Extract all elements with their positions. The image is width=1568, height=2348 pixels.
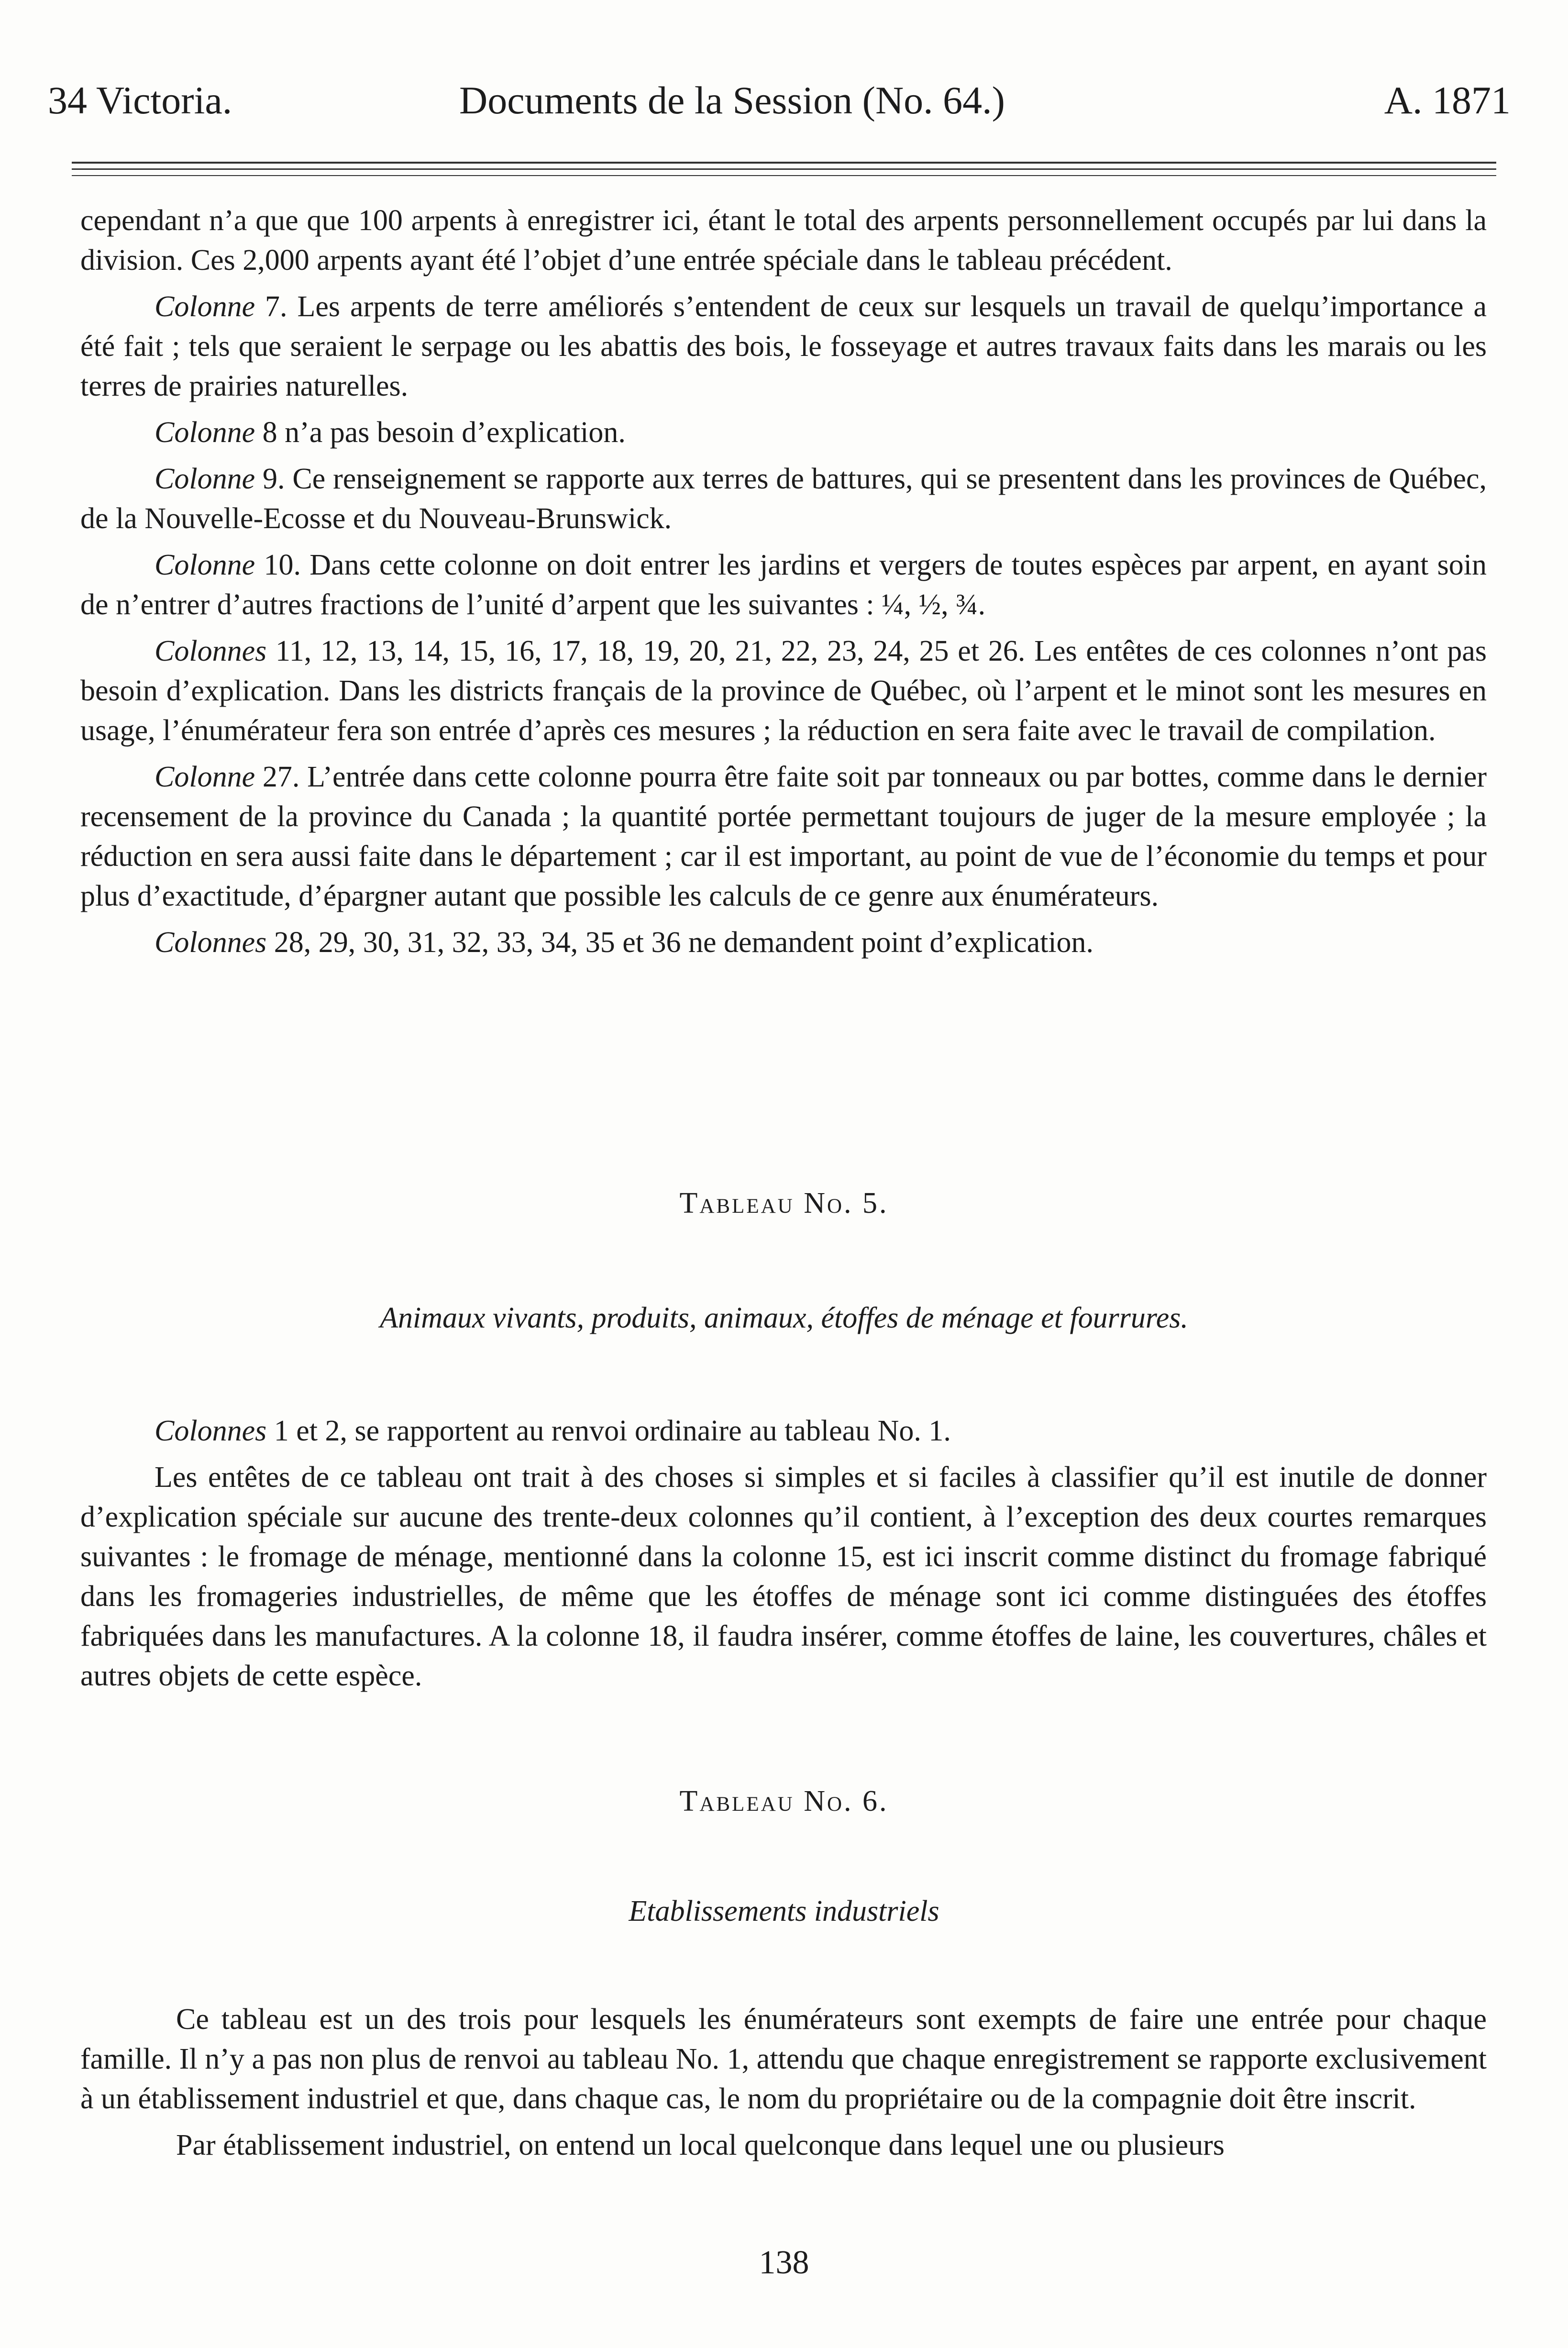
text-block-tableau-5 — [80, 1411, 1487, 1703]
header-right: A. 1871 — [1384, 78, 1511, 122]
paragraph: Ce tableau est un des trois pour lesquels les énumérateurs sont exempts de faire une entrée pour chaque famille. Il n’y a pas non plus de renvoi au tableau No. 1, attendu que chaque enregistrement se rapporte exclusivement à un établissement industriel et que, dans chaque cas, le nom du propriétaire ou de la compagnie doit être inscrit. — [80, 2003, 1487, 2115]
paragraph: Par établissement industriel, on entend un local quelconque dans lequel une ou plusieurs — [176, 2129, 1225, 2161]
tableau-5-title: Tableau No. 5. — [679, 1187, 889, 1219]
header-left: 34 Victoria. — [48, 78, 232, 122]
paragraph: Les entêtes de ce tableau ont trait à des choses si simples et si faciles à classifier qu’il est inutile de donner d’explication spéciale sur aucune des trente-deux colonnes qu’il contient, à l’exception des deux courtes remarques suivantes : le fromage de ménage, mentionné dans la colonne 15, est ici inscrit comme distinct du fromage fabriqué dans les fromageries industrielles, de même que les étoffes de ménage sont ici comme distinguées des étoffes fabriquées dans les manufactures. A la colonne 18, il faudra insérer, comme étoffes de laine, les couvertures, châles et autres objets de cette espèce. — [80, 1461, 1487, 1692]
paragraph: Colonne 10. Dans cette colonne on doit entrer les jardins et vergers de toutes espèces par arpent, en ayant soin de n’entrer d’autres fractions de l’unité d’arpent que les suivantes : ¼, ½, ¾. — [80, 549, 1487, 621]
tableau-5-subtitle: Animaux vivants, produits, animaux, étoffes de ménage et fourrures. — [380, 1302, 1188, 1334]
paragraph: cependant n’a que que 100 arpents à enregistrer ici, étant le total des arpents personnellement occupés par lui dans la division. Ces 2,000 arpents ayant été l’objet d’une entrée spéciale dans le tableau précédent. — [80, 204, 1487, 277]
paragraph: Colonne 8 n’a pas besoin d’explication. — [155, 416, 626, 449]
header-rule — [72, 175, 1496, 176]
running-header — [48, 72, 1511, 129]
paragraph: Colonne 27. L’entrée dans cette colonne pourra être faite soit par tonneaux ou par bottes, comme dans le dernier recensement de la province du Canada ; la quantité portée permettant toujours de juger de la mesure employée ; la réduction en sera aussi faite dans le département ; car il est important, au point de vue de l’économie du temps et pour plus d’exactitude, d’épargner autant que possible les calculs de ce genre aux énumérateurs. — [80, 761, 1487, 912]
paragraph: Colonne 7. Les arpents de terre améliorés s’entendent de ceux sur lesquels un travail de quelqu’importance a été fait ; tels que seraient le serpage ou les abattis des bois, le fosseyage et autres travaux faits dans les marais ou les terres de prairies naturelles. — [80, 290, 1487, 402]
text-block-colonnes — [80, 201, 1487, 969]
header-rule — [72, 168, 1496, 170]
tableau-6-subtitle: Etablissements industriels — [629, 1895, 939, 1927]
paragraph: Colonnes 28, 29, 30, 31, 32, 33, 34, 35 et 36 ne demandent point d’explication. — [155, 926, 1094, 959]
page-number: 138 — [759, 2244, 809, 2281]
tableau-6-title: Tableau No. 6. — [679, 1785, 889, 1817]
header-center: Documents de la Session (No. 64.) — [459, 78, 1005, 122]
paragraph: Colonnes 11, 12, 13, 14, 15, 16, 17, 18, 19, 20, 21, 22, 23, 24, 25 et 26. Les entêtes de ces colonnes n’ont pas besoin d’explication. Dans les districts français de la province de Québec, où l’arpent et le minot sont les mesures en usage, l’énumérateur fera son entrée d’après ces mesures ; la réduction en sera faite avec le travail de compilation. — [80, 635, 1487, 747]
header-rule — [72, 162, 1496, 164]
paragraph: Colonnes 1 et 2, se rapportent au renvoi ordinaire au tableau No. 1. — [155, 1415, 951, 1447]
text-block-tableau-6 — [80, 2000, 1487, 2172]
paragraph: Colonne 9. Ce renseignement se rapporte aux terres de battures, qui se presentent dans les provinces de Québec, de la Nouvelle-Ecosse et du Nouveau-Brunswick. — [80, 463, 1487, 535]
